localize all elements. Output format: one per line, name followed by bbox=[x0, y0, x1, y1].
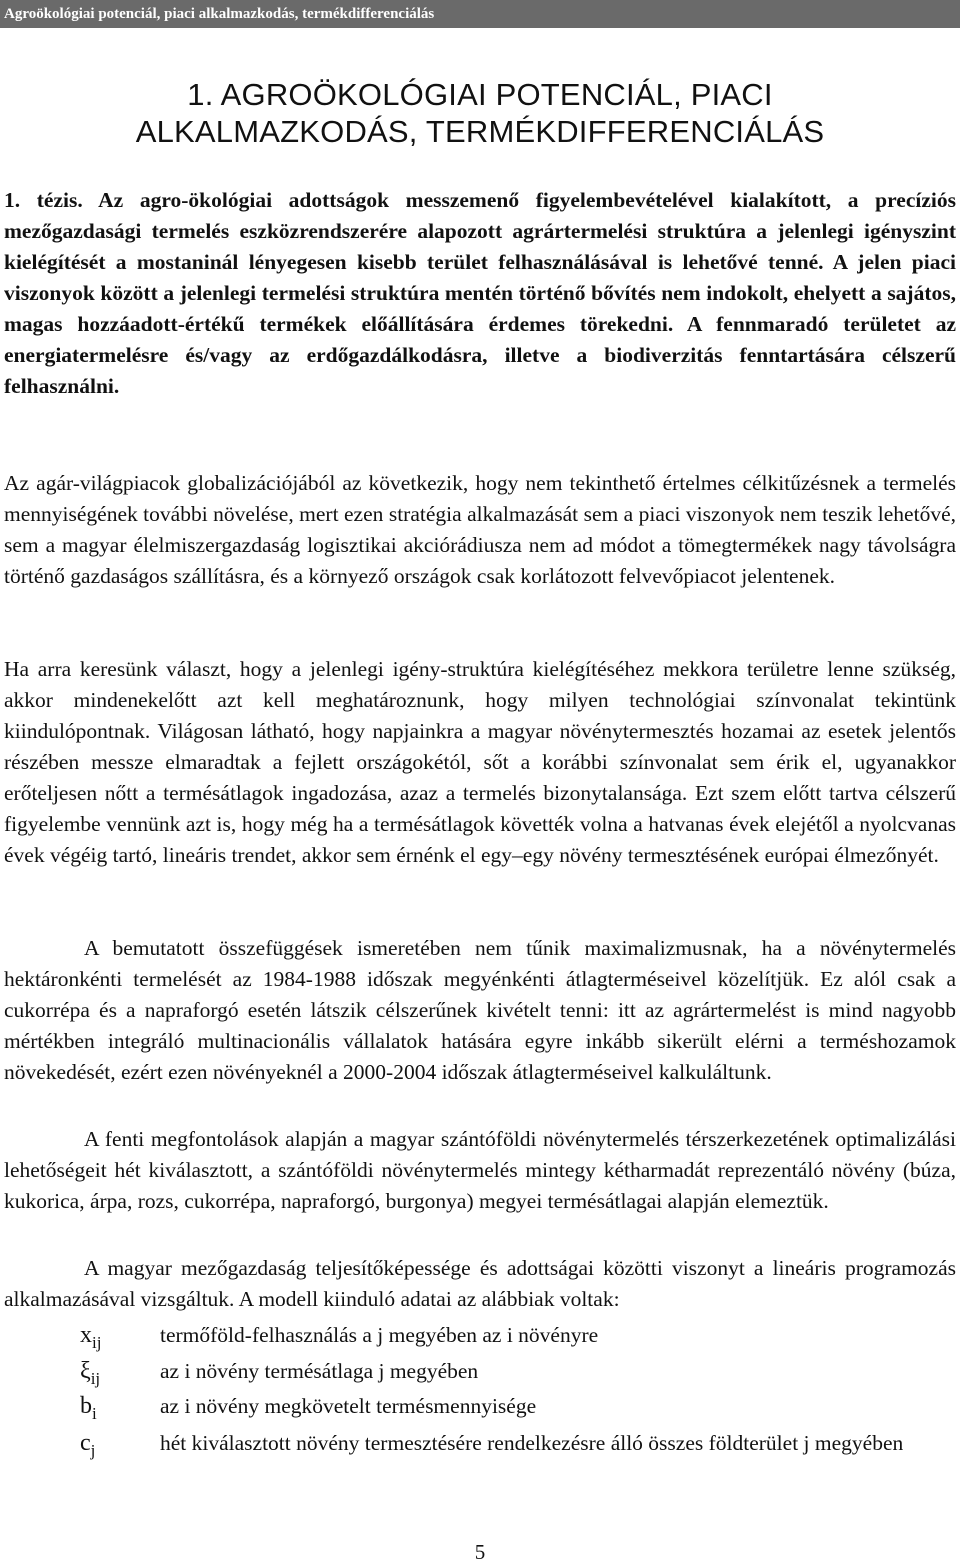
body-paragraph-3: A bemutatott összefüggések ismeretében nem tűnik maximalizmusnak, ha a növénytermelés hektáronkénti termelését az 1984-1988 időszak megyénkénti átlagterméseivel közelítjük. Ez alól csak a cukorrépa és a napraforgó esetén látszik célszerűnek kivételt tenni: itt az agrártermelést is mind nagyobb mértékben integráló multinacionális vállalatok hatására egyre inkább sikerült elérni a terméshozamok növekedését, ezért ezen növényeknél a 2000-2004 időszak átlagterméseivel kalkuláltunk. bbox=[4, 936, 956, 1084]
chapter-title-line-2: ALKALMAZKODÁS, TERMÉKDIFFERENCIÁLÁS bbox=[135, 114, 825, 149]
body-paragraph-2: Ha arra keresünk választ, hogy a jelenlegi igény-struktúra kielégítéséhez mekkora területre lenne szükség, akkor mindenekelőtt azt kell meghatároznunk, hogy milyen technológiai színvonalat tekintünk kiindulópontnak. Világosan látható, hogy napjainkra a magyar növénytermesztés hozamai az esetek jelentős részében messze elmaradtak a fejlett országokétól, sőt a korábbi színvonalat sem érik el, ugyanakkor erőteljesen nőtt a termésátlagok ingadozása, azaz a termelés bizonytalansága. Ezt szem előtt tartva célszerű figyelembe vennünk azt is, hogy még ha a termésátlagok követték volna a hatvanas évek elejétől a nyolcvanas évek végéig tartó, lineáris trendet, akkor sem érnénk el egy–egy növény termesztésének európai élmezőnyét. bbox=[4, 657, 956, 867]
body-paragraph-1: Az agár-világpiacok globalizációjából az következik, hogy nem tekinthető értelmes célkitűzésnek a termelés mennyiségének további növelése, mert ezen stratégia alkalmazását sem a piaci viszonyok nem teszik lehetővé, sem a magyar élelmiszergazdaság logisztikai akciórádiusza nem ad módot a tömegtermékek nagy távolságra történő gazdaságos szállításra, és a környező országok csak korlátozott felvevőpiacot jelentenek. bbox=[4, 471, 956, 588]
variable-description: hét kiválasztott növény termesztésére rendelkezésre álló összes földterület j megyében bbox=[160, 1431, 904, 1455]
chapter-title bbox=[0, 76, 960, 150]
page-number: 5 bbox=[474, 1540, 486, 1564]
variable-symbol: $b_i$ bbox=[80, 1393, 97, 1423]
variable-symbol: $x_{ij}$ bbox=[80, 1322, 102, 1352]
variable-description: az i növény megkövetelt termésmennyisége bbox=[160, 1394, 537, 1418]
body-paragraph-5: A magyar mezőgazdaság teljesítőképessége és adottságai közötti viszonyt a lineáris programozás alkalmazásával vizsgáltuk. A modell kiinduló adatai az alábbiak voltak: bbox=[4, 1256, 956, 1311]
variable-symbol: $\xi_{ij}$ bbox=[80, 1358, 101, 1388]
body-paragraph-4: A fenti megfontolások alapján a magyar szántóföldi növénytermelés térszerkezetének optimalizálási lehetőségeit hét kiválasztott, a szántóföldi növénytermelés mintegy kétharmadát reprezentáló növény (búza, kukorica, árpa, rozs, cukorrépa, napraforgó, burgonya) megyei termésátlagai alapján elemeztük. bbox=[4, 1127, 956, 1213]
variable-description: az i növény termésátlaga j megyében bbox=[160, 1359, 479, 1383]
variable-symbol: $c_j$ bbox=[80, 1430, 96, 1460]
thesis-paragraph: 1. tézis. Az agro-ökológiai adottságok messzemenő figyelembevételével kialakított, a precíziós mezőgazdasági termelés eszközrendszerére alapozott agrártermelési struktúra a jelenlegi igényszint kielégítését a mostaninál lényegesen kisebb terület felhasználásával is lehetővé tenné. A jelen piaci viszonyok között a jelenlegi termelési struktúra mentén történő bővítés nem indokolt, ehelyett a sajátos, magas hozzáadott-értékű termékek előállítására érdemes törekedni. A fennmaradó területet az energiatermelésre és/vagy az erdőgazdálkodásra, illetve a biodiverzitás fenntartására célszerű felhasználni. bbox=[4, 188, 956, 398]
running-header: Agroökológiai potenciál, piaci alkalmazkodás, termékdifferenciálás bbox=[0, 0, 960, 28]
chapter-title-line-1: 1. AGROÖKOLÓGIAI POTENCIÁL, PIACI bbox=[187, 77, 773, 112]
variable-description: termőföld-felhasználás a j megyében az i növényre bbox=[160, 1323, 599, 1347]
